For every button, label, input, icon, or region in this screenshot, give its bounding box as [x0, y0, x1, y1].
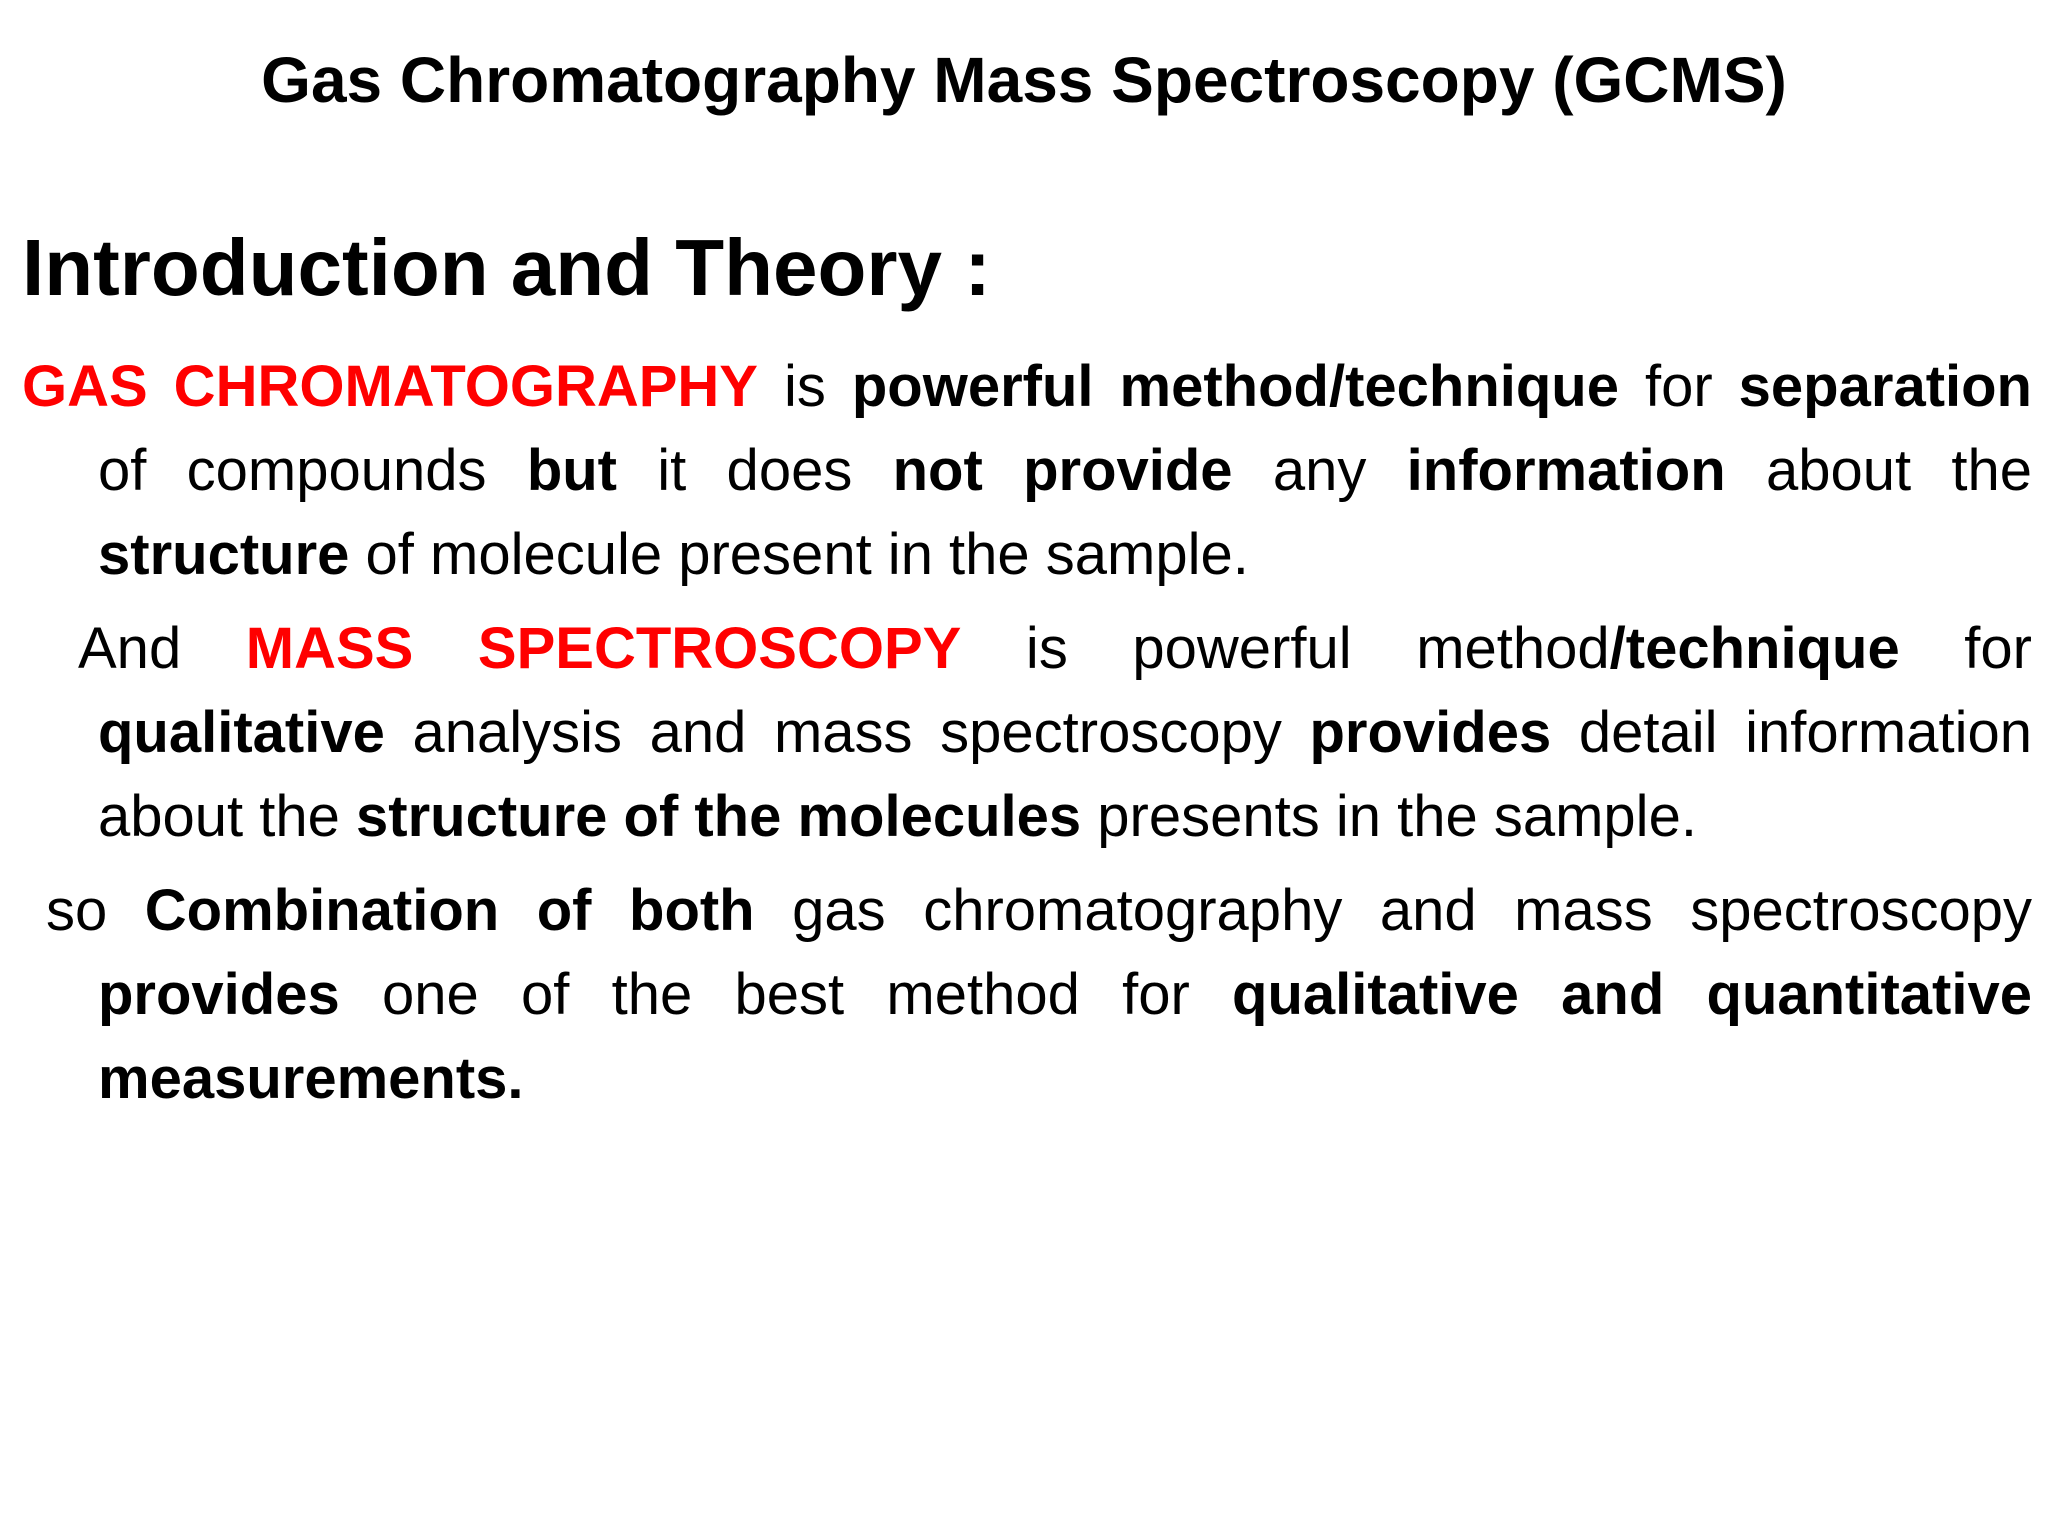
- text-run: is powerful method: [961, 616, 1610, 681]
- section-heading: Introduction and Theory :: [22, 223, 991, 312]
- text-run: gas chromatography and mass spectroscopy: [754, 878, 2032, 943]
- text-run: is: [758, 354, 852, 419]
- text-run: detail information about the: [98, 700, 2032, 849]
- paragraph-mass-spectroscopy: [22, 607, 2032, 859]
- text-run: so: [46, 878, 145, 943]
- text-run: of molecule present in the sample.: [349, 522, 1249, 587]
- highlight-term: GAS CHROMATOGRAPHY: [22, 354, 758, 419]
- paragraph-gas-chromatography: [22, 345, 2032, 597]
- text-run: And: [78, 616, 246, 681]
- highlight-term: MASS SPECTROSCOPY: [245, 616, 962, 681]
- emphasis-run: provides: [1309, 700, 1552, 765]
- emphasis-run: structure of the molecules: [356, 784, 1082, 849]
- text-run: of compounds: [98, 438, 527, 503]
- text-run: one of the best method for: [339, 962, 1233, 1027]
- emphasis-run: but: [526, 438, 617, 503]
- emphasis-run: provides: [98, 962, 340, 1027]
- text-run: analysis and mass spectroscopy: [384, 700, 1310, 765]
- emphasis-run: qualitative: [98, 700, 385, 765]
- slide-title: Gas Chromatography Mass Spectroscopy (GCMS): [261, 44, 1787, 116]
- text-run: for: [1899, 616, 2032, 681]
- emphasis-run: /technique: [1609, 616, 1900, 681]
- body-text: [22, 345, 2032, 1121]
- emphasis-run: not provide: [892, 438, 1233, 503]
- text-run: about the: [1725, 438, 2032, 503]
- emphasis-run: qualitative and quantitative measurements.: [98, 962, 2033, 1111]
- emphasis-run: powerful method/technique: [851, 354, 1619, 419]
- text-run: for: [1618, 354, 1739, 419]
- text-run: any: [1232, 438, 1407, 503]
- emphasis-run: separation: [1738, 354, 2032, 419]
- text-run: presents in the sample.: [1081, 784, 1697, 849]
- paragraph-combination: [22, 869, 2032, 1121]
- emphasis-run: structure: [98, 522, 350, 587]
- emphasis-run: information: [1406, 438, 1726, 503]
- emphasis-run: Combination of both: [144, 878, 755, 943]
- text-run: it does: [616, 438, 893, 503]
